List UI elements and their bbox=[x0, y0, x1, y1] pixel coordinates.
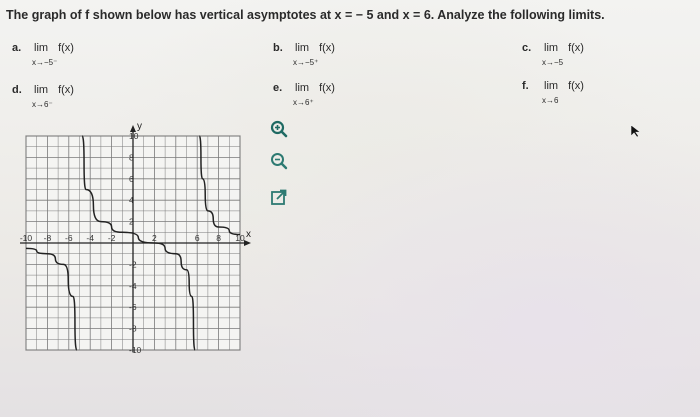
external-link-icon[interactable] bbox=[268, 186, 290, 208]
limit-function: f(x) bbox=[568, 42, 584, 54]
limit-approach: x→6⁻ bbox=[32, 100, 53, 109]
mouse-cursor-icon bbox=[630, 124, 642, 143]
limit-approach: x→−5⁻ bbox=[32, 58, 58, 67]
limit-approach: x→−5 bbox=[542, 58, 564, 67]
limit-b bbox=[273, 42, 335, 69]
limit-c bbox=[522, 42, 584, 69]
x-tick-label: -4 bbox=[86, 233, 94, 243]
limit-operator: lim bbox=[544, 80, 559, 92]
limit-tag: f. bbox=[522, 80, 529, 92]
limit-tag: b. bbox=[273, 42, 283, 54]
y-axis-label: y bbox=[137, 121, 142, 132]
x-tick-label: 6 bbox=[194, 233, 200, 243]
zoom-in-icon[interactable] bbox=[268, 118, 290, 140]
x-tick-label: 8 bbox=[216, 233, 221, 243]
question-title: The graph of f shown below has vertical asymptotes at x = − 5 and x = 6. Analyze the following limits. bbox=[6, 8, 605, 22]
limit-function: f(x) bbox=[319, 42, 335, 54]
x-tick-label: -2 bbox=[107, 233, 116, 243]
x-tick-label: 2 bbox=[152, 233, 157, 243]
y-tick-label: 6 bbox=[129, 173, 134, 184]
limit-e bbox=[273, 82, 335, 109]
limit-tag: c. bbox=[522, 42, 532, 54]
y-tick-label: 2 bbox=[129, 216, 134, 227]
function-graph bbox=[0, 118, 262, 358]
y-tick-label: -4 bbox=[129, 280, 137, 291]
limit-approach: x→6 bbox=[542, 96, 559, 105]
limit-approach: x→6⁺ bbox=[293, 98, 314, 107]
limit-operator: lim bbox=[34, 42, 49, 54]
y-tick-label: 4 bbox=[129, 195, 134, 206]
limit-operator: lim bbox=[295, 42, 310, 54]
y-tick-label: -10 bbox=[129, 345, 142, 355]
limit-approach: x→−5⁺ bbox=[293, 58, 319, 67]
limit-function: f(x) bbox=[58, 42, 74, 54]
x-tick-label: -6 bbox=[65, 233, 73, 243]
limit-function: f(x) bbox=[319, 82, 335, 94]
limit-d bbox=[12, 84, 74, 111]
limit-operator: lim bbox=[544, 42, 559, 54]
zoom-out-icon[interactable] bbox=[268, 150, 290, 172]
x-axis-arrow bbox=[244, 240, 251, 246]
limit-tag: d. bbox=[12, 84, 22, 96]
x-tick-label: -8 bbox=[43, 233, 52, 243]
limit-tag: a. bbox=[12, 42, 22, 54]
y-tick-label: -2 bbox=[129, 259, 137, 270]
x-tick-label: -10 bbox=[19, 233, 33, 243]
limit-operator: lim bbox=[295, 82, 310, 94]
limit-operator: lim bbox=[34, 84, 49, 96]
y-tick-label: 8 bbox=[129, 152, 134, 163]
limit-function: f(x) bbox=[58, 84, 74, 96]
y-tick-label: -6 bbox=[129, 302, 137, 313]
y-tick-label: -8 bbox=[129, 323, 137, 334]
limit-function: f(x) bbox=[568, 80, 584, 92]
limit-a bbox=[12, 42, 74, 69]
y-tick-label: 10 bbox=[129, 131, 139, 141]
limit-f bbox=[522, 80, 584, 107]
limit-tag: e. bbox=[273, 82, 283, 94]
x-axis-label: x bbox=[246, 229, 251, 240]
x-tick-label: 10 bbox=[235, 233, 245, 243]
